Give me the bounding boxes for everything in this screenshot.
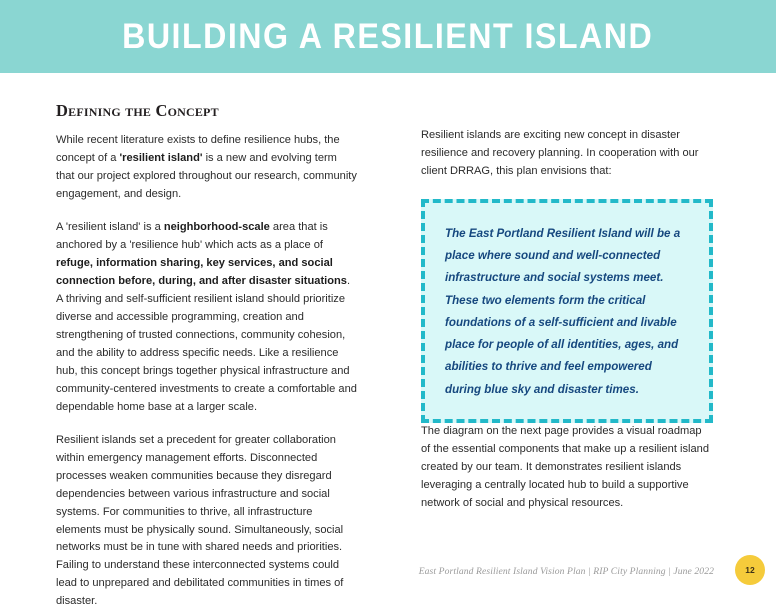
paragraph-text-run: . A thriving and self-sufficient resilient island should prioritize diverse and accessible programming, creation and strengthening of trusted connections, community cohesion, and the ability to address specific needs. Like a resilience hub, this concept brings together physical infrastructure and community-centered investments to create a comfortable and dependable home base at a larger scale. — [56, 274, 357, 413]
page-footer — [0, 552, 776, 600]
vision-statement-callout — [421, 199, 713, 423]
right-column — [421, 127, 713, 513]
vision-statement-text: The East Portland Resilient Island will be a place where sound and well-connected infrastructure and social systems meet. These two elements form the critical foundations of a self-sufficient and livable place for people of all identities, ages, and abilities to thrive and feel empowered during blue sky and disaster times. — [445, 226, 681, 396]
footer-citation: East Portland Resilient Island Vision Plan | RIP City Planning | June 2022 — [418, 566, 714, 577]
page-number: 12 — [745, 564, 755, 575]
paragraph-text-run: While recent literature exists to define resilience hubs, the concept of a — [56, 134, 340, 165]
paragraph-text-run: A 'resilient island' is a — [56, 221, 164, 234]
paragraph-resilient-island-definition — [56, 219, 358, 417]
page-number-badge — [735, 555, 765, 585]
paragraph-precedent-collaboration: Resilient islands set a precedent for greater collaboration within emergency management efforts. Disconnected processes weaken communities because they disregard dependencies between various infrastructure and social systems. For communities to thrive, all infrastructure elements must be physically sound. Simultaneously, social networks must be in tune with shared needs and priorities. Failing to understand these interconnected systems could lead to unprepared and debilitated communities in times of disaster. — [56, 433, 344, 608]
paragraph-next-page-diagram: The diagram on the next page provides a visual roadmap of the essential components that make up a resilient island created by our team. It demonstrates resilient islands leveraging a centrally located hub to build a supportive network of social and physical resources. — [421, 424, 709, 509]
section-heading-defining-the-concept: Defining the Concept — [56, 101, 219, 120]
paragraph-definition-intro — [56, 132, 358, 204]
paragraph-bold-run: refuge, information sharing, key services, and social connection before, during, and after disaster situations — [56, 256, 347, 287]
paragraph-text-run: area that is anchored by a 'resilience hub' which acts as a place of — [56, 221, 328, 251]
paragraph-bold-run: 'resilient island' — [119, 152, 203, 165]
paragraph-bold-run: neighborhood-scale — [163, 221, 270, 234]
page-content — [0, 73, 776, 608]
paragraph-text-run: is a new and evolving term that our project explored throughout our research, community engagement, and design. — [56, 152, 357, 201]
page-header-band — [0, 0, 776, 73]
page-title: BUILDING A RESILIENT ISLAND — [122, 17, 654, 56]
left-column — [56, 102, 358, 611]
paragraph-disaster-resilience-intro: Resilient islands are exciting new concept in disaster resilience and recovery planning. In cooperation with our client DRRAG, this plan envisions that: — [421, 129, 699, 177]
